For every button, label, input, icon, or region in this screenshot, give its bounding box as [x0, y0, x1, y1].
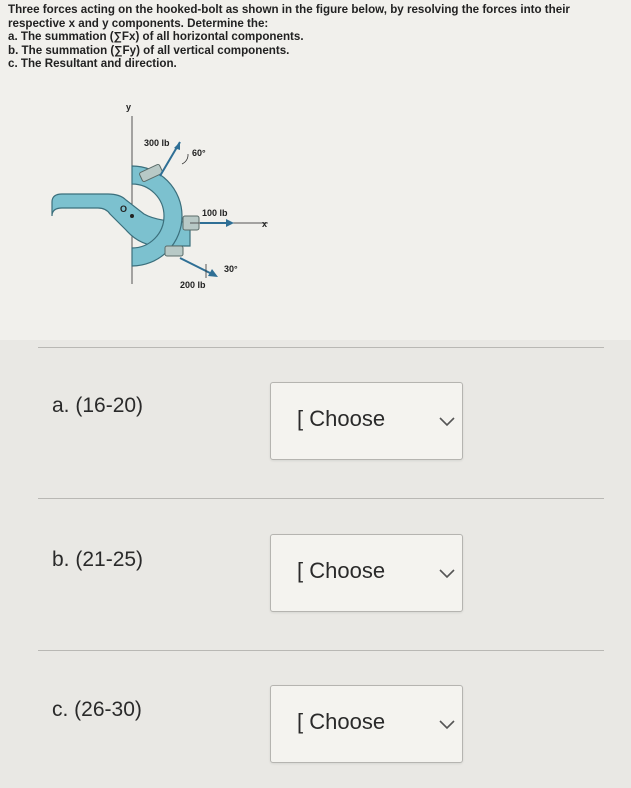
- problem-item-a: a. The summation (∑Fx) of all horizontal components.: [8, 30, 304, 44]
- force2-label: 100 lb: [202, 208, 228, 218]
- force1-label: 300 lb: [144, 138, 170, 148]
- question-a-select-value: [ Choose: [297, 406, 386, 431]
- chevron-down-icon: [438, 415, 456, 427]
- origin-label: O: [120, 204, 128, 214]
- divider-ab: [38, 498, 604, 499]
- question-c-select-value: [ Choose: [297, 709, 386, 734]
- question-b-label: b. (21-25): [52, 548, 144, 571]
- angle3-label: 30°: [224, 264, 238, 274]
- problem-text: [8, 3, 623, 71]
- problem-statement: [0, 0, 631, 340]
- question-c-label: c. (26-30): [52, 698, 142, 721]
- chevron-down-icon: [438, 567, 456, 579]
- divider-bc: [38, 650, 604, 651]
- divider-top: [38, 347, 604, 348]
- axis-x-label: x: [262, 219, 268, 229]
- problem-item-c: c. The Resultant and direction.: [8, 57, 177, 71]
- force-200-vector: [180, 258, 212, 274]
- axis-y-label: y: [126, 102, 132, 112]
- origin-point: [130, 214, 134, 218]
- angle-60-arc: [182, 154, 188, 164]
- problem-intro-line1: Three forces acting on the hooked-bolt as shown in the figure below, by resolving the forces into their: [8, 3, 570, 16]
- question-c-select[interactable]: [270, 685, 463, 763]
- force-100-arrowhead: [226, 219, 234, 227]
- angle1-label: 60°: [192, 148, 206, 158]
- problem-item-b: b. The summation (∑Fy) of all vertical components.: [8, 43, 290, 57]
- question-b-select[interactable]: [270, 534, 463, 612]
- question-b-select-value: [ Choose: [297, 558, 386, 583]
- hook-bolt-figure: [40, 96, 280, 302]
- bolt-bottom: [165, 246, 183, 256]
- hook-bolt-diagram: [40, 96, 280, 302]
- problem-intro-line2: respective x and y components. Determine the:: [8, 16, 269, 30]
- question-a-select[interactable]: [270, 382, 463, 460]
- question-a-label: a. (16-20): [52, 394, 144, 417]
- force3-label: 200 lb: [180, 280, 206, 290]
- chevron-down-icon: [438, 718, 456, 730]
